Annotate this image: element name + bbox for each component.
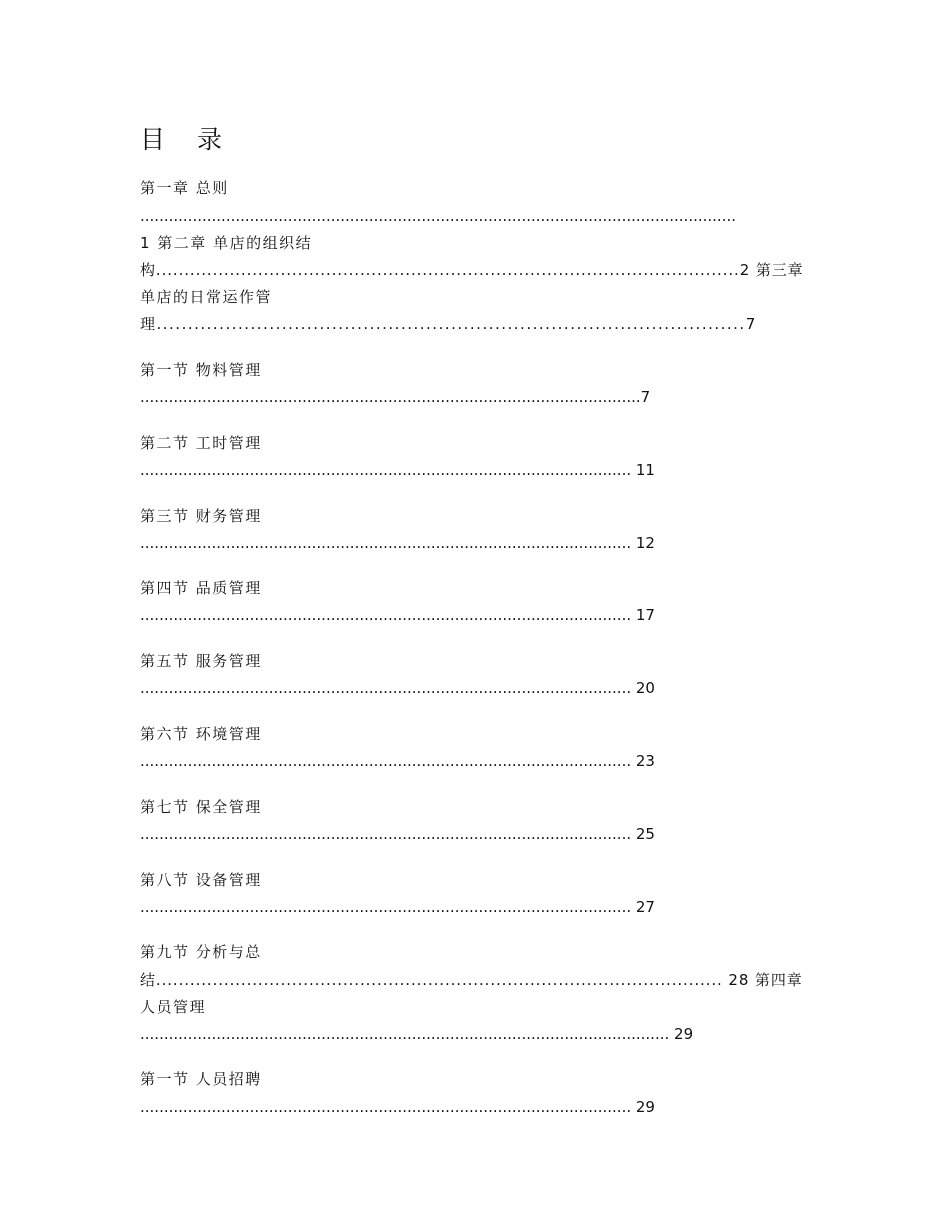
toc-line: ............................................................................................................... 29 [140,1025,694,1043]
toc-line: 第五节 服务管理 [140,652,262,670]
toc-line: ............................................................................................................................. [140,207,737,225]
toc-line: 第三节 财务管理 [140,507,262,525]
toc-line: 第八节 设备管理 [140,871,262,889]
toc-title: 目 录 [140,125,234,154]
toc-line: .........................................................................................................7 [140,388,651,406]
toc-line: 结.................................................................................................... 28 第四章 [140,971,803,989]
toc-line: 第二节 工时管理 [140,434,262,452]
toc-line: 构.......................................................................................................2 第三章 [140,261,804,279]
toc-line: 人员管理 [140,998,207,1016]
toc-line: 第九节 分析与总 [140,943,262,961]
toc-line: ....................................................................................................... 11 [140,461,655,479]
toc-line: ....................................................................................................... 27 [140,898,655,916]
toc-line: ....................................................................................................... 25 [140,825,655,843]
toc-line: ....................................................................................................... 12 [140,534,655,552]
toc-line: ....................................................................................................... 29 [140,1098,655,1116]
toc-line: 理..............................................................................................7 [140,315,757,333]
toc-line: 第一章 总则 [140,179,229,197]
toc-line: 1 第二章 单店的组织结 [140,234,313,252]
toc-line: 第六节 环境管理 [140,725,262,743]
toc-line: 单店的日常运作管 [140,288,273,306]
toc-line: 第一节 人员招聘 [140,1070,262,1088]
toc-line: 第七节 保全管理 [140,798,262,816]
toc-line: 第四节 品质管理 [140,579,262,597]
toc-line: ....................................................................................................... 17 [140,606,655,624]
toc-line: ....................................................................................................... 23 [140,752,655,770]
toc-line: ....................................................................................................... 20 [140,679,655,697]
toc-line: 第一节 物料管理 [140,361,262,379]
